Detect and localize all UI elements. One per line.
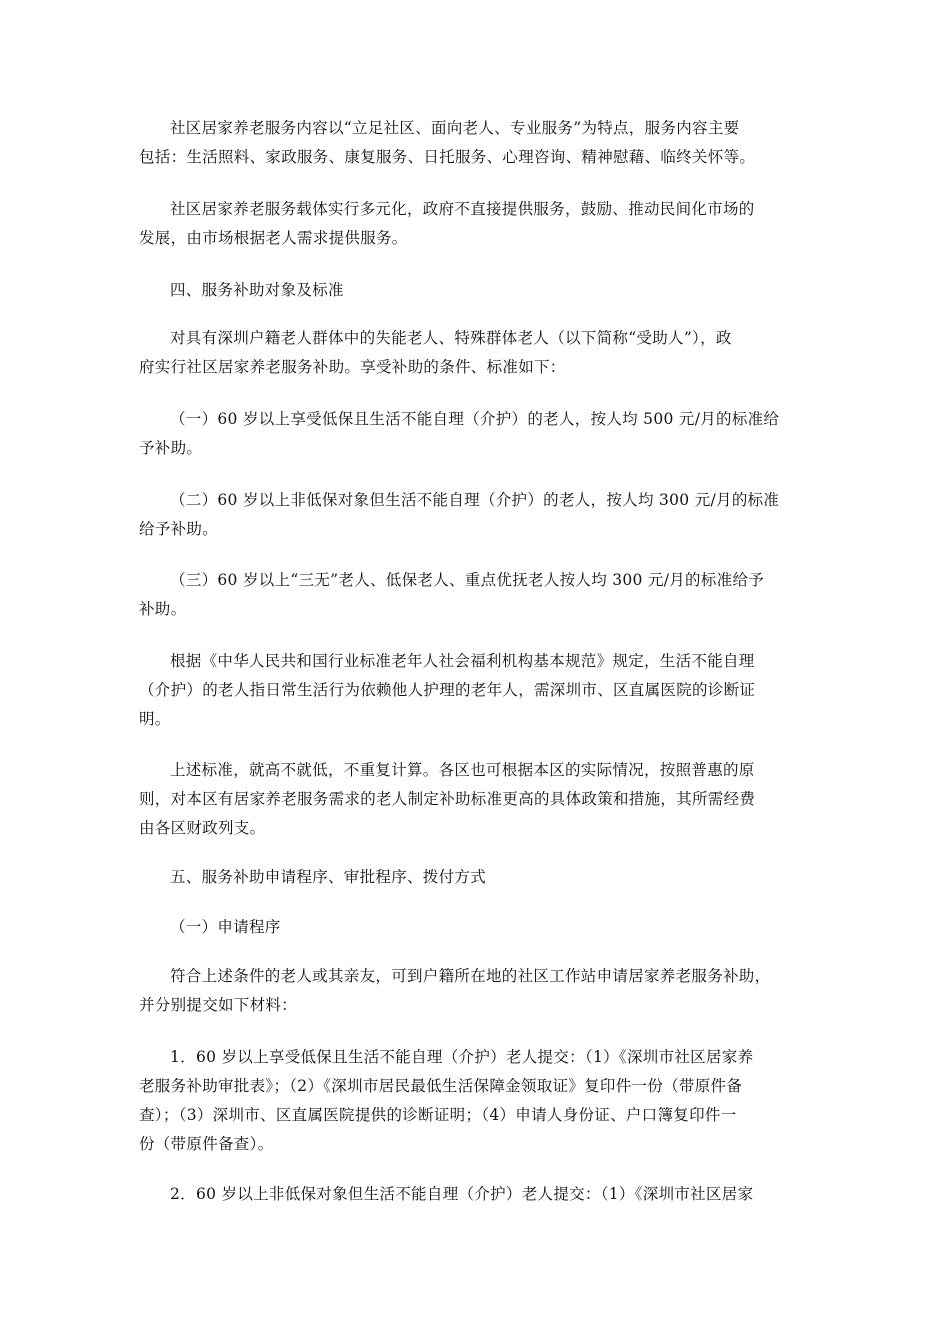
paragraph-subsidy-targets — [139, 324, 819, 382]
heading-text: 五、服务补助申请程序、审批程序、拨付方式 — [170, 868, 487, 886]
paragraph-materials-2 — [139, 1180, 819, 1209]
text-line: 包括：生活照料、家政服务、康复服务、日托服务、心理咨询、精神慰藉、临终关怀等。 — [139, 148, 756, 166]
text-line: 1．60 岁以上享受低保且生活不能自理（介护）老人提交：（1）《深圳市社区居家养 — [170, 1048, 754, 1066]
text-line: 则，对本区有居家养老服务需求的老人制定补助标准更高的具体政策和措施，其所需经费 — [139, 790, 756, 808]
text-line: （介护）的老人指日常生活行为依赖他人护理的老年人，需深圳市、区直属医院的诊断证 — [139, 681, 756, 699]
text-line: 份（带原件备查）。 — [139, 1135, 274, 1153]
text-line: 补助。 — [139, 600, 187, 618]
paragraph-standard-2 — [139, 486, 819, 544]
section-heading-4 — [139, 276, 819, 305]
text-line: 对具有深圳户籍老人群体中的失能老人、特殊群体老人（以下简称“受助人”），政 — [170, 329, 732, 347]
text-line: 老服务补助审批表》；（2）《深圳市居民最低生活保障金领取证》复印件一份（带原件备 — [139, 1077, 743, 1095]
text-line: 发展，由市场根据老人需求提供服务。 — [139, 229, 408, 247]
text-line: 府实行社区居家养老服务补助。享受补助的条件、标准如下： — [139, 358, 566, 376]
section-heading-5 — [139, 863, 819, 892]
text-line: 给予补助。 — [139, 520, 219, 538]
text-line: 上述标准，就高不就低，不重复计算。各区也可根据本区的实际情况，按照普惠的原 — [170, 761, 755, 779]
paragraph-standard-3 — [139, 566, 819, 624]
text-line: 社区居家养老服务载体实行多元化，政府不直接提供服务，鼓励、推动民间化市场的 — [170, 200, 755, 218]
paragraph-regulation-basis — [139, 647, 819, 734]
text-line: 查）；（3）深圳市、区直属医院提供的诊断证明；（4）申请人身份证、户口簿复印件一 — [139, 1106, 737, 1124]
text-line: 由各区财政列支。 — [139, 819, 266, 837]
paragraph-standard-1 — [139, 405, 819, 463]
subsection-heading-application — [139, 913, 819, 942]
paragraph-standard-rules — [139, 756, 819, 843]
paragraph-service-content — [139, 114, 819, 172]
text-line: 明。 — [139, 710, 171, 728]
text-line: 社区居家养老服务内容以“立足社区、面向老人、专业服务”为特点，服务内容主要 — [170, 119, 740, 137]
text-line: 予补助。 — [139, 439, 203, 457]
text-line: （二）60 岁以上非低保对象但生活不能自理（介护）的老人，按人均 300 元/月的标准 — [170, 491, 780, 509]
text-line: 符合上述条件的老人或其亲友，可到户籍所在地的社区工作站申请居家养老服务补助， — [170, 967, 771, 985]
text-line: （三）60 岁以上“三无”老人、低保老人、重点优抚老人按人均 300 元/月的标准给予 — [170, 571, 765, 589]
text-line: 2．60 岁以上非低保对象但生活不能自理（介护）老人提交：（1）《深圳市社区居家 — [170, 1185, 754, 1203]
heading-text: 四、服务补助对象及标准 — [170, 281, 344, 299]
paragraph-service-carrier — [139, 195, 819, 253]
paragraph-application-intro — [139, 962, 819, 1020]
heading-text: （一）申请程序 — [170, 918, 281, 936]
paragraph-materials-1 — [139, 1043, 819, 1159]
text-line: 根据《中华人民共和国行业标准老年人社会福利机构基本规范》规定，生活不能自理 — [170, 652, 755, 670]
text-line: （一）60 岁以上享受低保且生活不能自理（介护）的老人，按人均 500 元/月的标准给 — [170, 410, 780, 428]
text-line: 并分别提交如下材料： — [139, 996, 298, 1014]
